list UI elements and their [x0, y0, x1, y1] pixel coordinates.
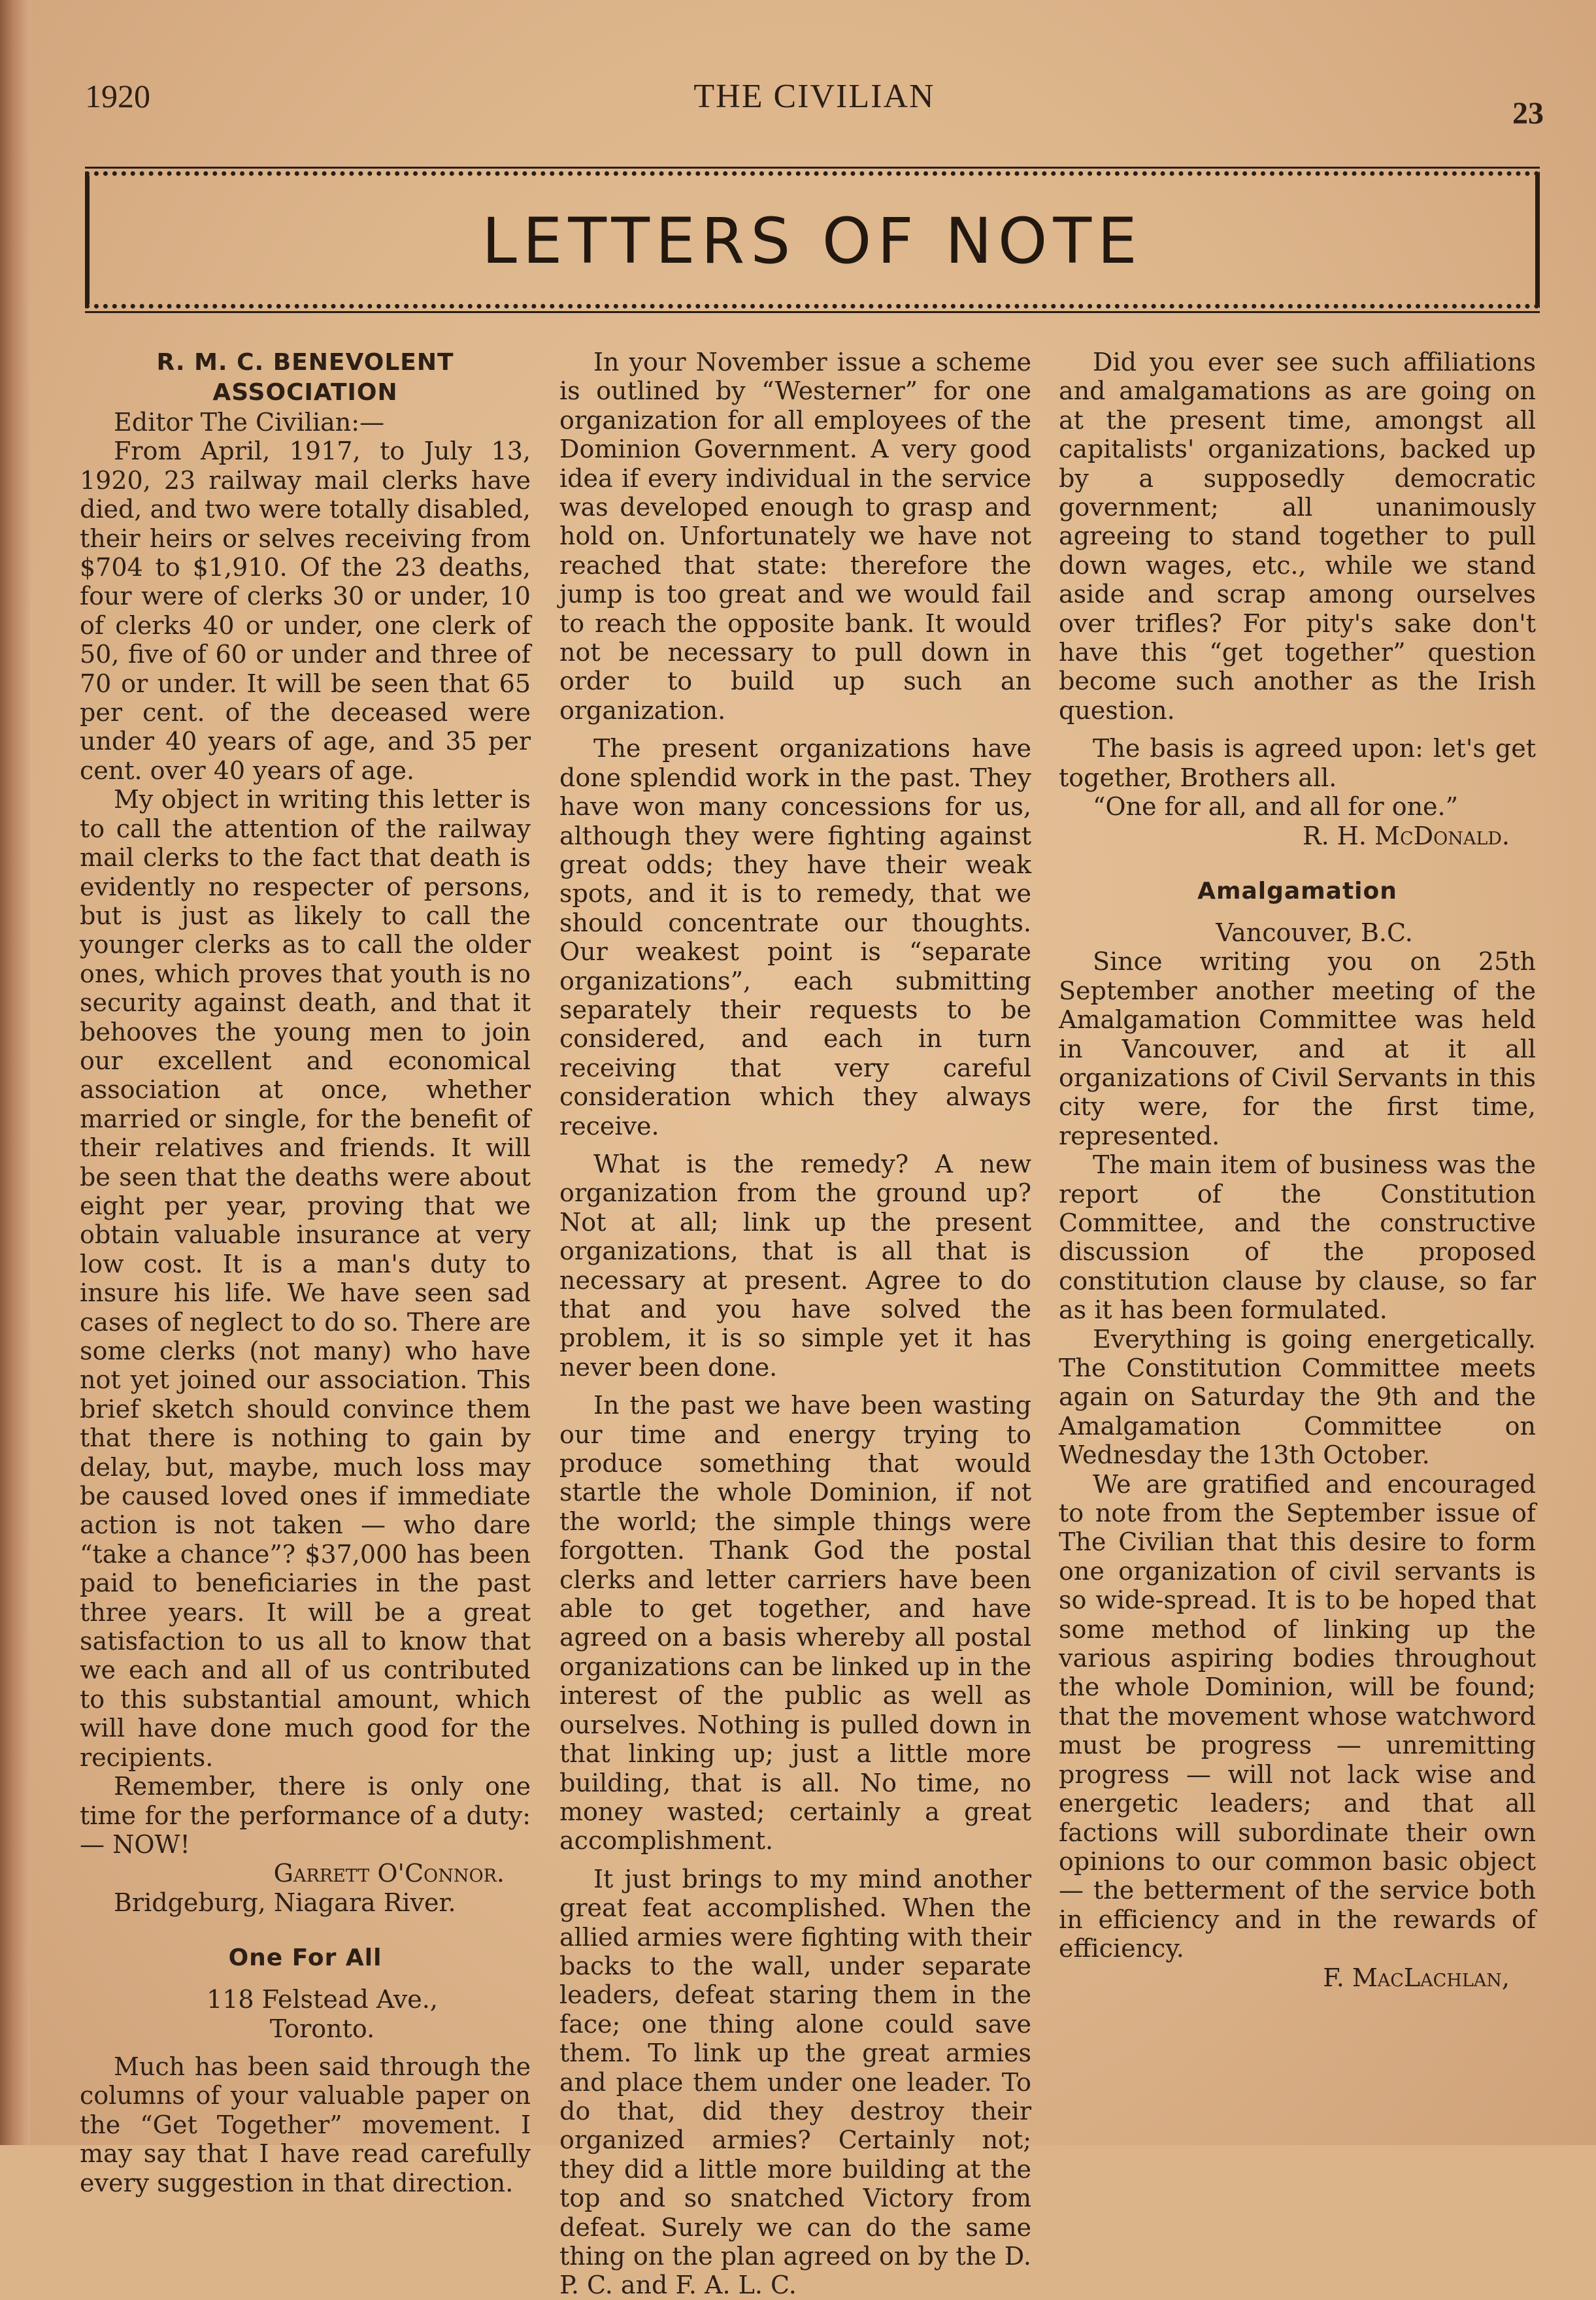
- page-binding-edge: [0, 0, 30, 2145]
- letter-address-city: Toronto.: [269, 2014, 375, 2043]
- section-title: LETTERS OF NOTE: [482, 205, 1143, 278]
- letter-salutation: Editor The Civilian:—: [114, 408, 385, 437]
- letter-paragraph: Remember, there is only one time for the performance of a duty: — NOW!: [80, 1772, 531, 1859]
- letter-paragraph: The present organizations have done splendid work in the past. They have won many concessions for us, although they were fighting against great odds; they have their weak spots, and it is to remedy, that we should concentrate our thoughts. Our weakest point is “separate organizations”, each submitting separately their requests to be considered, and each in turn receiving that very careful consideration which they always receive.: [559, 734, 1031, 1141]
- letter-paragraph: We are gratified and encouraged to note from the September issue of The Civilian that this desire to form one organization of civil servants is so wide-spread. It is to be hoped that some method of linking up the various aspiring bodies throughout the whole Dominion, will be found; that the movement whose watchword must be progress — unremitting progress — will not lack wise and energetic leaders; and that all factions will subordinate their own opinions to our common basic object — the betterment of the service both in efficiency and in the rewards of efficiency.: [1059, 1469, 1536, 1963]
- letter-paragraph: What is the remedy? A new organization from the ground up? Not at all; link up the present organizations, that is all that is necessary at present. Agree to do that and you have solved the problem, it is so simple yet it has never been done.: [559, 1149, 1031, 1382]
- letter-heading-one-for-all: One For All: [228, 1944, 382, 1972]
- letter-signature: F. MacLachlan,: [1323, 1963, 1510, 1992]
- letter-paragraph: Did you ever see such affiliations and amalgamations as are going on at the present time, amongst all capitalists' organizations, backed up by a supposedly democratic government; all unanimously agreeing to stand together to pull down wages, etc., while we stand aside and scrap among ourselves over trifles? For pity's sake don't have this “get together” question become such another as the Irish question.: [1059, 348, 1536, 725]
- letter-paragraph: In your November issue a scheme is outlined by “Westerner” for one organization for all employees of the Dominion Government. A very good idea if every individual in the service was developed enough to grasp and hold on. Unfortunately we have not reached that state: therefore the jump is too great and we would fail to reach the opposite bank. It would not be necessary to pull down in order to build up such an organization.: [559, 348, 1031, 725]
- letter-place: Bridgeburg, Niagara River.: [114, 1888, 456, 1917]
- letter-paragraph: “One for all, and all for one.”: [1093, 792, 1459, 822]
- letter-address-street: 118 Felstead Ave.,: [207, 1985, 438, 2014]
- running-header: [85, 77, 1544, 129]
- letter-paragraph: My object in writing this letter is to call the attention of the railway mail clerks to the fact that death is evidently no respecter of persons, but is just as likely to call the younger clerks as to call the older ones, which proves that youth is no security against death, and that it behooves the young men to join our excellent and economical association at once, whether married or single, for the benefit of their relatives and friends. It will be seen that the deaths were about eight per year, proving that we obtain valuable insurance at very low cost. It is a man's duty to insure his life. We have seen sad cases of neglect to do so. There are some clerks (not many) who have not yet joined our association. This brief sketch should convince them that there is nothing to gain by delay, but, maybe, much loss may be caused loved ones if immediate action is not taken — who dare “take a chance”? $37,000 has been paid to beneficiaries in the past three years. It will be a great satisfaction to us all to know that we each and all of us contributed to this substantial amount, which will have done much good for the recipients.: [80, 785, 531, 1772]
- letter-place: Vancouver, B.C.: [1216, 918, 1413, 947]
- letter-heading-rmc: R. M. C. BENEVOLENT ASSOCIATION: [156, 349, 454, 406]
- column-3: [1059, 348, 1536, 1992]
- letter-paragraph: Everything is going energetically. The Constitution Committee meets again on Saturday the 9th and the Amalgamation Committee on Wednesday the 13th October.: [1059, 1324, 1536, 1470]
- header-publication: THE CIVILIAN: [693, 78, 935, 115]
- header-year: 1920: [85, 78, 150, 114]
- column-1: [80, 348, 531, 2197]
- letter-signature: Garrett O'Connor.: [273, 1859, 505, 1888]
- section-title-box: [85, 171, 1540, 308]
- letter-paragraph: It just brings to my mind another great feat accomplished. When the allied armies were fighting with their backs to the wall, under separate leaders, defeat staring them in the face; one thing alone could save them. To link up the great armies and place them under one leader. To do that, did they destroy their organized armies? Certainly not; they did a little more building at the top and so snatched Victory from defeat. Surely we can do the same thing on the plan agreed on by the D. P. C. and F. A. L. C.: [559, 1864, 1031, 2300]
- letter-signature: R. H. McDonald.: [1302, 821, 1510, 850]
- letter-heading-amalgamation: Amalgamation: [1197, 877, 1397, 905]
- letter-paragraph: Much has been said through the columns of your valuable paper on the “Get Together” movement. I may say that I have read carefully every suggestion in that direction.: [80, 2052, 531, 2197]
- header-page-number: 23: [1512, 96, 1544, 131]
- letter-paragraph: Since writing you on 25th September another meeting of the Amalgamation Committee was held in Vancouver, and at it all organizations of Civil Servants in this city were, for the first time, represented.: [1059, 947, 1536, 1150]
- letter-paragraph: From April, 1917, to July 13, 1920, 23 railway mail clerks have died, and two were totally disabled, their heirs or selves receiving from $704 to $1,910. Of the 23 deaths, four were of clerks 30 or under, 10 of clerks 40 or under, one clerk of 50, five of 60 or under and three of 70 or under. It will be seen that 65 per cent. of the deceased were under 40 years of age, and 35 per cent. over 40 years of age.: [80, 437, 531, 785]
- letter-paragraph: The basis is agreed upon: let's get together, Brothers all.: [1059, 734, 1536, 792]
- column-2: [559, 348, 1031, 2300]
- letter-paragraph: The main item of business was the report of the Constitution Committee, and the constructive discussion of the proposed constitution clause by clause, so far as it has been formulated.: [1059, 1150, 1536, 1325]
- letter-paragraph: In the past we have been wasting our time and energy trying to produce something that would startle the whole Dominion, if not the world; the simple things were forgotten. Thank God the postal clerks and letter carriers have been able to get together, and have agreed on a basis whereby all postal organizations can be linked up in the interest of the public as well as ourselves. Nothing is pulled down in that linking up; just a little more building, that is all. No time, no money wasted; certainly a great accomplishment.: [559, 1391, 1031, 1856]
